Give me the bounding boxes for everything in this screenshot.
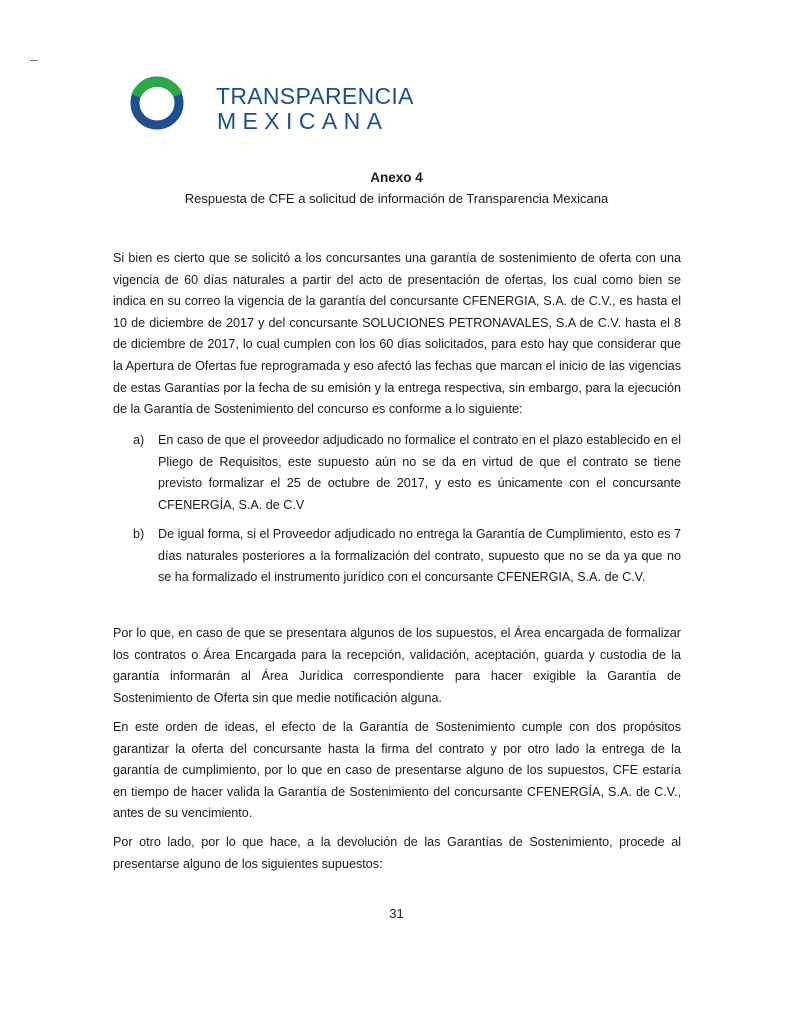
- list-marker-b: b): [133, 527, 145, 541]
- transparencia-mexicana-logo: [126, 72, 414, 134]
- logo-text-mexicana: MEXICANA: [217, 108, 389, 134]
- annex-subtitle: Respuesta de CFE a solicitud de información de Transparencia Mexicana: [184, 191, 609, 206]
- list-text-a: En caso de que el proveedor adjudicado no formalice el contrato en el plazo establecido en el Pliego de Requisitos, este supuesto aún no se da en virtud de que el contrato se tiene previsto formalizar el 25 de octubre de 2017, y esto es únicamente con el concursante CFENERGÍA, S.A. de C.V: [158, 433, 681, 512]
- paragraph-efecto: En este orden de ideas, el efecto de la Garantía de Sostenimiento cumple con dos propósitos garantizar la oferta del concursante hasta la firma del contrato y por otro lado la entrega de la garantía de cumplimiento, por lo que en caso de presentarse alguno de los supuestos, CFE estaría en tiempo de hacer valida la Garantía de Sostenimiento del concursante CFENERGÍA, S.A. de C.V., antes de su vencimiento.: [113, 720, 681, 821]
- page-number: 31: [389, 906, 404, 921]
- scan-artifact: [30, 60, 38, 61]
- paragraph-intro: Si bien es cierto que se solicitó a los concursantes una garantía de sostenimiento de oferta con una vigencia de 60 días naturales a partir del acto de presentación de ofertas, los cual como bien se indica en su correo la vigencia de la garantía del concursante CFENERGIA, S.A. de C.V., es hasta el 10 de diciembre de 2017 y del concursante SOLUCIONES PETRONAVALES, S.A de C.V. hasta el 8 de diciembre de 2017, lo cual cumplen con los 60 días solicitados, para esto hay que considerar que la Apertura de Ofertas fue reprogramada y eso afectó las fechas que marcan el inicio de las vigencias de estas Garantías por la fecha de su emisión y la entrega respectiva, sin embargo, para la ejecución de la Garantía de Sostenimiento del concurso es conforme a lo siguiente:: [113, 251, 681, 417]
- paragraph-supuestos: Por lo que, en caso de que se presentara algunos de los supuestos, el Área encargada de formalizar los contratos o Área Encargada para la recepción, validación, aceptación, guarda y custodia de la garantía informarán al Área Jurídica correspondiente para hacer exigible la Garantía de Sostenimiento de Oferta sin que medie notificación alguna.: [113, 626, 681, 705]
- logo-ring-icon: [126, 72, 196, 132]
- list-marker-a: a): [133, 433, 145, 447]
- paragraph-devolucion: Por otro lado, por lo que hace, a la devolución de las Garantías de Sostenimiento, procede al presentarse alguno de los siguientes supuestos:: [113, 835, 681, 871]
- logo-text-transparencia: TRANSPARENCIA: [216, 83, 414, 109]
- annex-title: Anexo 4: [370, 170, 423, 185]
- list-text-b: De igual forma, si el Proveedor adjudicado no entrega la Garantía de Cumplimiento, esto es 7 días naturales posteriores a la formalización del contrato, supuesto que no se da ya que no se ha formalizado el instrumento jurídico con el concursante CFENERGIA, S.A. de C.V.: [158, 527, 681, 585]
